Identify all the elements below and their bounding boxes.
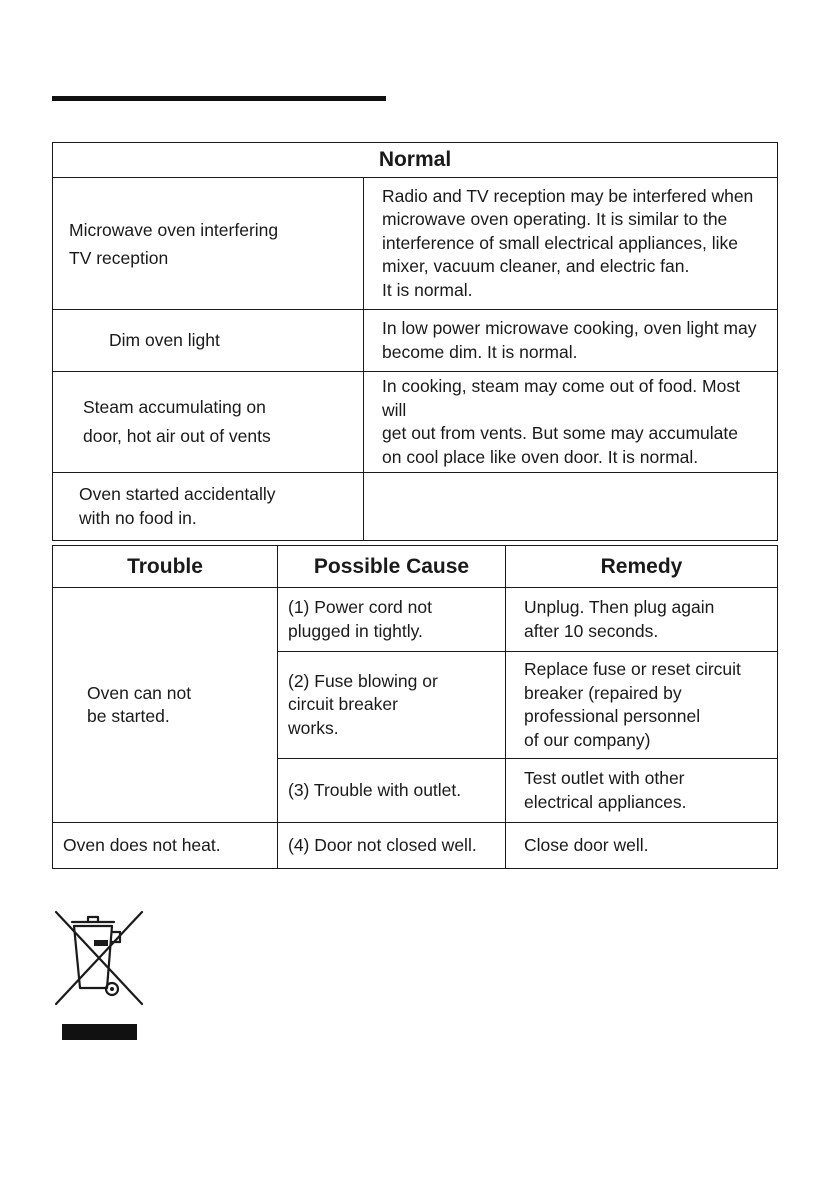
normal-header: Normal [53,143,778,178]
cause-header: Possible Cause [278,546,506,588]
table-row [53,372,778,473]
cause-cell: (1) Power cord not plugged in tightly. [278,588,506,652]
symptom-cell: Oven started accidentally with no food in. [53,473,364,541]
remedy-cell: Close door well. [506,823,778,869]
symptom-cell: Steam accumulating on door, hot air out of vents [53,372,364,473]
table-row [53,823,778,869]
table-row [53,310,778,372]
weee-bar [62,1024,137,1040]
remedy-header: Remedy [506,546,778,588]
table-row [53,178,778,310]
table-row [53,588,778,652]
explanation-cell: Radio and TV reception may be interfered when microwave oven operating. It is similar to the interference of small electrical appliances, like mixer, vacuum cleaner, and electric fan. It is normal. [364,178,778,310]
remedy-cell: Test outlet with other electrical appliances. [506,759,778,823]
trouble-cell: Oven does not heat. [53,823,278,869]
cause-cell: (2) Fuse blowing or circuit breaker works. [278,652,506,759]
cause-cell: (4) Door not closed well. [278,823,506,869]
remedy-cell: Replace fuse or reset circuit breaker (repaired by professional personnel of our company) [506,652,778,759]
explanation-cell: In low power microwave cooking, oven light may become dim. It is normal. [364,310,778,372]
explanation-cell [364,473,778,541]
trouble-table [52,545,778,869]
remedy-cell: Unplug. Then plug again after 10 seconds. [506,588,778,652]
trouble-cell: Oven can not be started. [53,588,278,823]
normal-table [52,142,778,541]
trouble-header: Trouble [53,546,278,588]
explanation-cell: In cooking, steam may come out of food. Most will get out from vents. But some may accumulate on cool place like oven door. It is normal. [364,372,778,473]
symptom-cell: Microwave oven interfering TV reception [53,178,364,310]
title-underline [52,96,386,101]
table-row [53,473,778,541]
cause-cell: (3) Trouble with outlet. [278,759,506,823]
crossed-out-wheelie-bin-icon [54,910,144,1008]
symptom-cell: Dim oven light [53,310,364,372]
